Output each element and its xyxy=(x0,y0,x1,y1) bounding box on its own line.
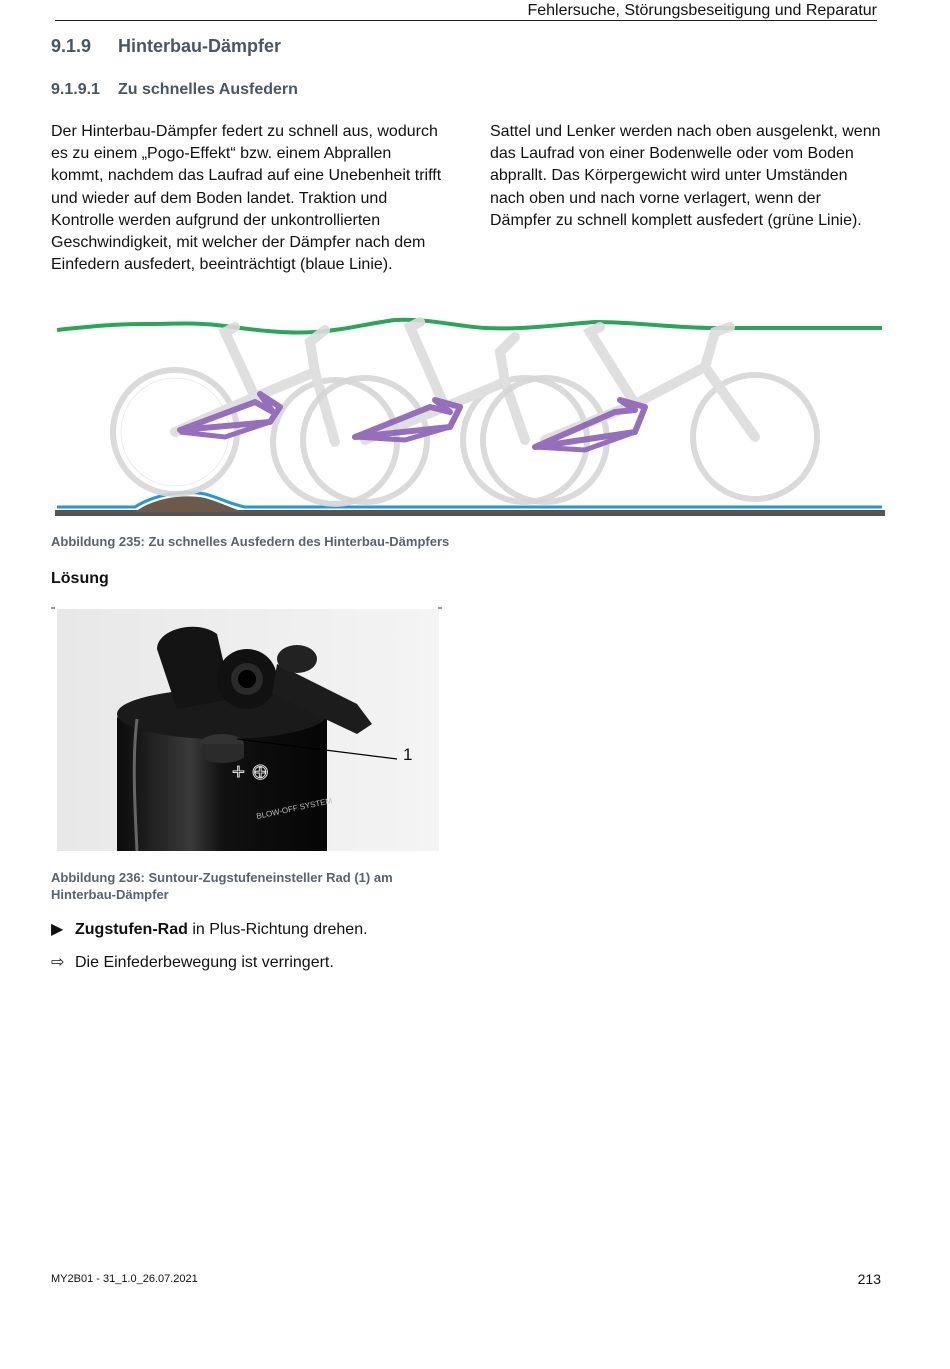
body-text-right: Sattel und Lenker werden nach oben ausgelenkt, wenn das Laufrad von einer Bodenwelle oder vom Boden abprallt. Das Körpergewicht wird unter Umständen nach oben und nach vorne verlagert, wenn der Dämpfer zu schnell komplett ausfedert (grüne Linie). xyxy=(490,123,881,229)
header-rule xyxy=(55,20,877,21)
header-title: Fehlersuche, Störungsbeseitigung und Reparatur xyxy=(527,2,877,19)
action-arrow-icon: ▶ xyxy=(51,921,64,938)
result-arrow-icon: ⇨ xyxy=(51,954,65,971)
result-step xyxy=(51,952,334,972)
action-step xyxy=(51,919,368,939)
figure-shock-photo xyxy=(57,609,439,851)
svg-text:+ ⊕: + ⊕ xyxy=(232,759,270,784)
shock-print: BLOW-OFF SYSTEM xyxy=(255,796,333,821)
action-step-text: in Plus-Richtung drehen. xyxy=(187,921,368,938)
figure-236-caption: Abbildung 236: Suntour-Zugstufeneinsteller Rad (1) am Hinterbau-Dämpfer xyxy=(51,870,393,902)
solution-heading: Lösung xyxy=(51,570,109,587)
section-heading xyxy=(51,36,281,57)
bike-1 xyxy=(113,327,397,504)
callout-number: 1 xyxy=(403,745,413,764)
result-step-text: Die Einfederbewegung ist verringert. xyxy=(75,954,334,971)
figure-235-caption: Abbildung 235: Zu schnelles Ausfedern des Hinterbau-Dämpfers xyxy=(51,534,450,549)
subsection-heading xyxy=(51,81,298,99)
image-crop-mark-left xyxy=(51,607,55,609)
bike-2 xyxy=(303,322,587,502)
action-step-bold: Zugstufen-Rad xyxy=(75,921,188,938)
body-text-left: Der Hinterbau-Dämpfer federt zu schnell aus, wodurch es zu einem „Pogo-Effekt“ bzw. einem Abprallen kommt, nachdem das Laufrad auf eine Unebenheit trifft und wieder auf dem Boden landet. Traktion und Kontrolle werden aufgrund der unkontrollierten Geschwindigkeit, mit welcher der Dämpfer nach dem Einfedern ausfedert, beeinträchtigt (blaue Linie). xyxy=(51,123,442,274)
subsection-title: Zu schnelles Ausfedern xyxy=(118,81,298,98)
footer-page-number: 213 xyxy=(857,1271,881,1287)
bike-3 xyxy=(483,327,817,502)
section-number: 9.1.9 xyxy=(51,36,92,56)
figure-pogo-effect xyxy=(55,312,885,522)
section-title: Hinterbau-Dämpfer xyxy=(118,36,282,56)
green-line xyxy=(57,320,882,333)
footer-doc-id: MY2B01 - 31_1.0_26.07.2021 xyxy=(51,1273,198,1285)
subsection-number: 9.1.9.1 xyxy=(51,81,100,98)
